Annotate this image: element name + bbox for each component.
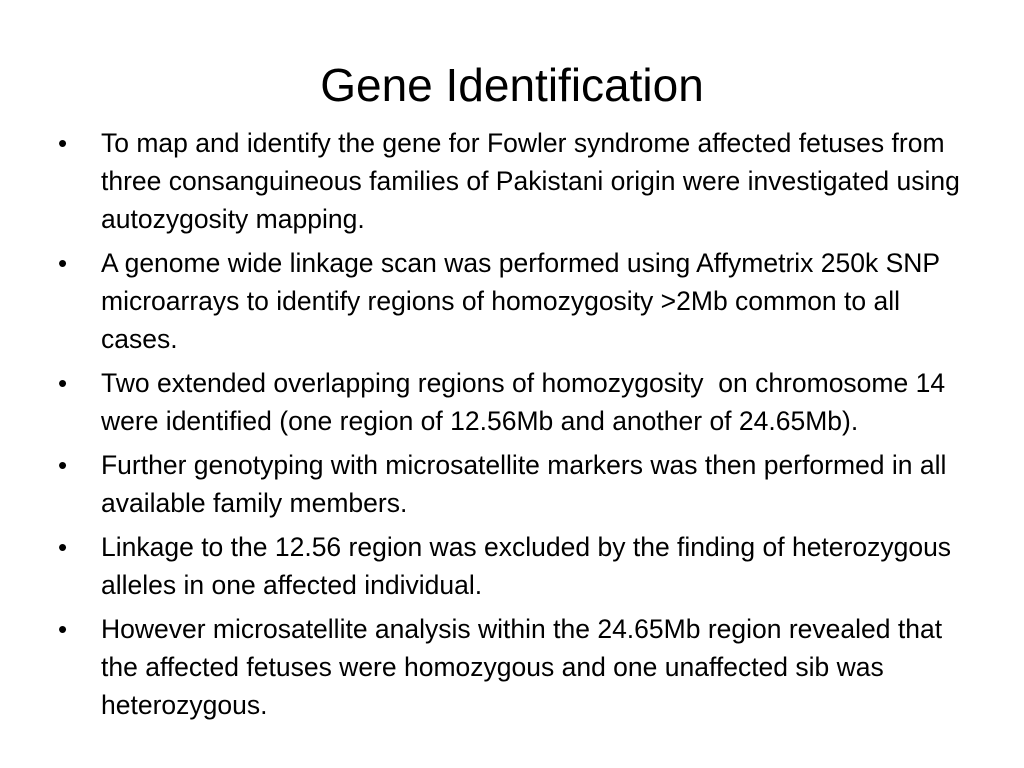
bullet-item [55, 244, 960, 358]
bullet-dot-icon: • [58, 532, 68, 562]
bullet-item [55, 610, 960, 724]
bullet-dot-icon: • [58, 248, 68, 278]
bullet-dot-icon: • [58, 368, 68, 398]
bullet-text: However microsatellite analysis within the 24.65Mb region revealed that the affected fetuses were homozygous and one unaffected sib was heterozygous. [101, 614, 950, 720]
bullet-text: Linkage to the 12.56 region was excluded by the finding of heterozygous alleles in one affected individual. [101, 532, 959, 600]
bullet-text: Further genotyping with microsatellite markers was then performed in all available family members. [101, 450, 954, 518]
bullet-dot-icon: • [58, 450, 68, 480]
bullet-dot-icon: • [58, 128, 68, 158]
bullet-text: A genome wide linkage scan was performed using Affymetrix 250k SNP microarrays to identify regions of homozygosity >2Mb common to all cases. [101, 248, 948, 354]
bullet-item [55, 446, 960, 522]
bullet-text: Two extended overlapping regions of homozygosity on chromosome 14 were identified (one region of 12.56Mb and another of 24.65Mb). [101, 368, 953, 436]
slide-title: Gene Identification [320, 59, 704, 111]
bullet-text: To map and identify the gene for Fowler syndrome affected fetuses from three consanguineous families of Pakistani origin were investigated using autozygosity mapping. [101, 128, 968, 234]
bullet-list [55, 124, 968, 730]
bullet-dot-icon: • [58, 614, 68, 644]
bullet-item [55, 124, 968, 238]
bullet-item [55, 364, 960, 440]
bullet-item [55, 528, 960, 604]
